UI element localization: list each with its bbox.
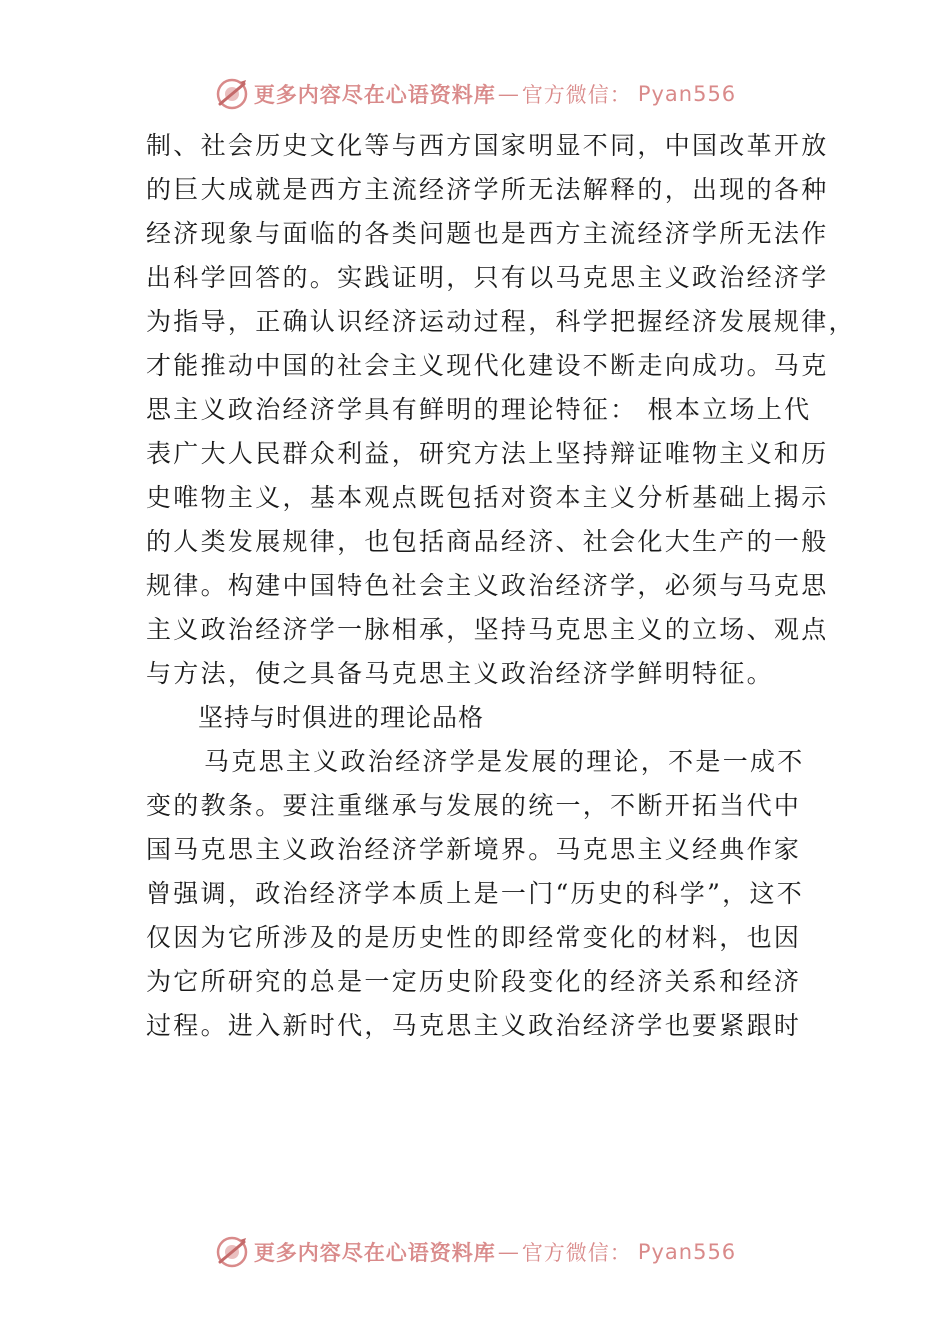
- text-line: 变的教条。要注重继承与发展的统一，不断开拓当代中: [146, 791, 802, 820]
- banner-text: 更多内容尽在心语资料库: [253, 82, 496, 107]
- text-line: 主义政治经济学一脉相承，坚持马克思主义的立场、观点: [146, 615, 829, 644]
- text-line: 马克思主义政治经济学是发展的理论，不是一成不: [204, 747, 805, 776]
- banner-wechat-label: 官方微信：: [521, 83, 632, 107]
- text-line: 史唯物主义，基本观点既包括对资本主义分析基础上揭示: [146, 483, 829, 512]
- banner-dash: —: [497, 1240, 520, 1264]
- text-line: 与方法，使之具备马克思主义政治经济学鲜明特征。: [146, 659, 774, 688]
- text-line: 为指导，正确认识经济运动过程，科学把握经济发展规律，: [146, 307, 856, 336]
- text-line: 表广大人民群众利益，研究方法上坚持辩证唯物主义和历: [146, 439, 829, 468]
- text-line: 为它所研究的总是一定历史阶段变化的经济关系和经济: [146, 967, 802, 996]
- logo-icon: [214, 1234, 250, 1270]
- banner-wechat-label: 官方微信：: [521, 1241, 632, 1265]
- document-body: [146, 124, 856, 1048]
- text-line: 的巨大成就是西方主流经济学所无法解释的，出现的各种: [146, 175, 829, 204]
- text-line: 经济现象与面临的各类问题也是西方主流经济学所无法作: [146, 219, 829, 248]
- text-line: 过程。进入新时代，马克思主义政治经济学也要紧跟时: [146, 1011, 802, 1040]
- banner-dash: —: [497, 82, 520, 106]
- footer-banner: [0, 1230, 950, 1274]
- section-heading: 坚持与时俱进的理论品格: [198, 703, 485, 732]
- text-line: 曾强调，政治经济学本质上是一门“历史的科学”，这不: [146, 879, 805, 908]
- text-line: 国马克思主义政治经济学新境界。马克思主义经典作家: [146, 835, 802, 864]
- banner-text: 更多内容尽在心语资料库: [253, 1240, 496, 1265]
- paragraph-2: [146, 740, 830, 1048]
- banner-wechat-id: Pyan556: [637, 82, 737, 106]
- banner-wechat-id: Pyan556: [637, 1240, 737, 1264]
- header-banner: [0, 72, 950, 116]
- text-line: 才能推动中国的社会主义现代化建设不断走向成功。马克: [146, 351, 829, 380]
- logo-icon: [214, 76, 250, 112]
- text-line: 出科学回答的。实践证明，只有以马克思主义政治经济学: [146, 263, 829, 292]
- text-line: 制、社会历史文化等与西方国家明显不同，中国改革开放: [146, 131, 829, 160]
- text-line: 规律。构建中国特色社会主义政治经济学，必须与马克思: [146, 571, 829, 600]
- text-line: 思主义政治经济学具有鲜明的理论特征： 根本立场上代: [146, 395, 812, 424]
- text-line: 的人类发展规律，也包括商品经济、社会化大生产的一般: [146, 527, 829, 556]
- text-line: 仅因为它所涉及的是历史性的即经常变化的材料，也因: [146, 923, 802, 952]
- paragraph-1: [146, 124, 856, 696]
